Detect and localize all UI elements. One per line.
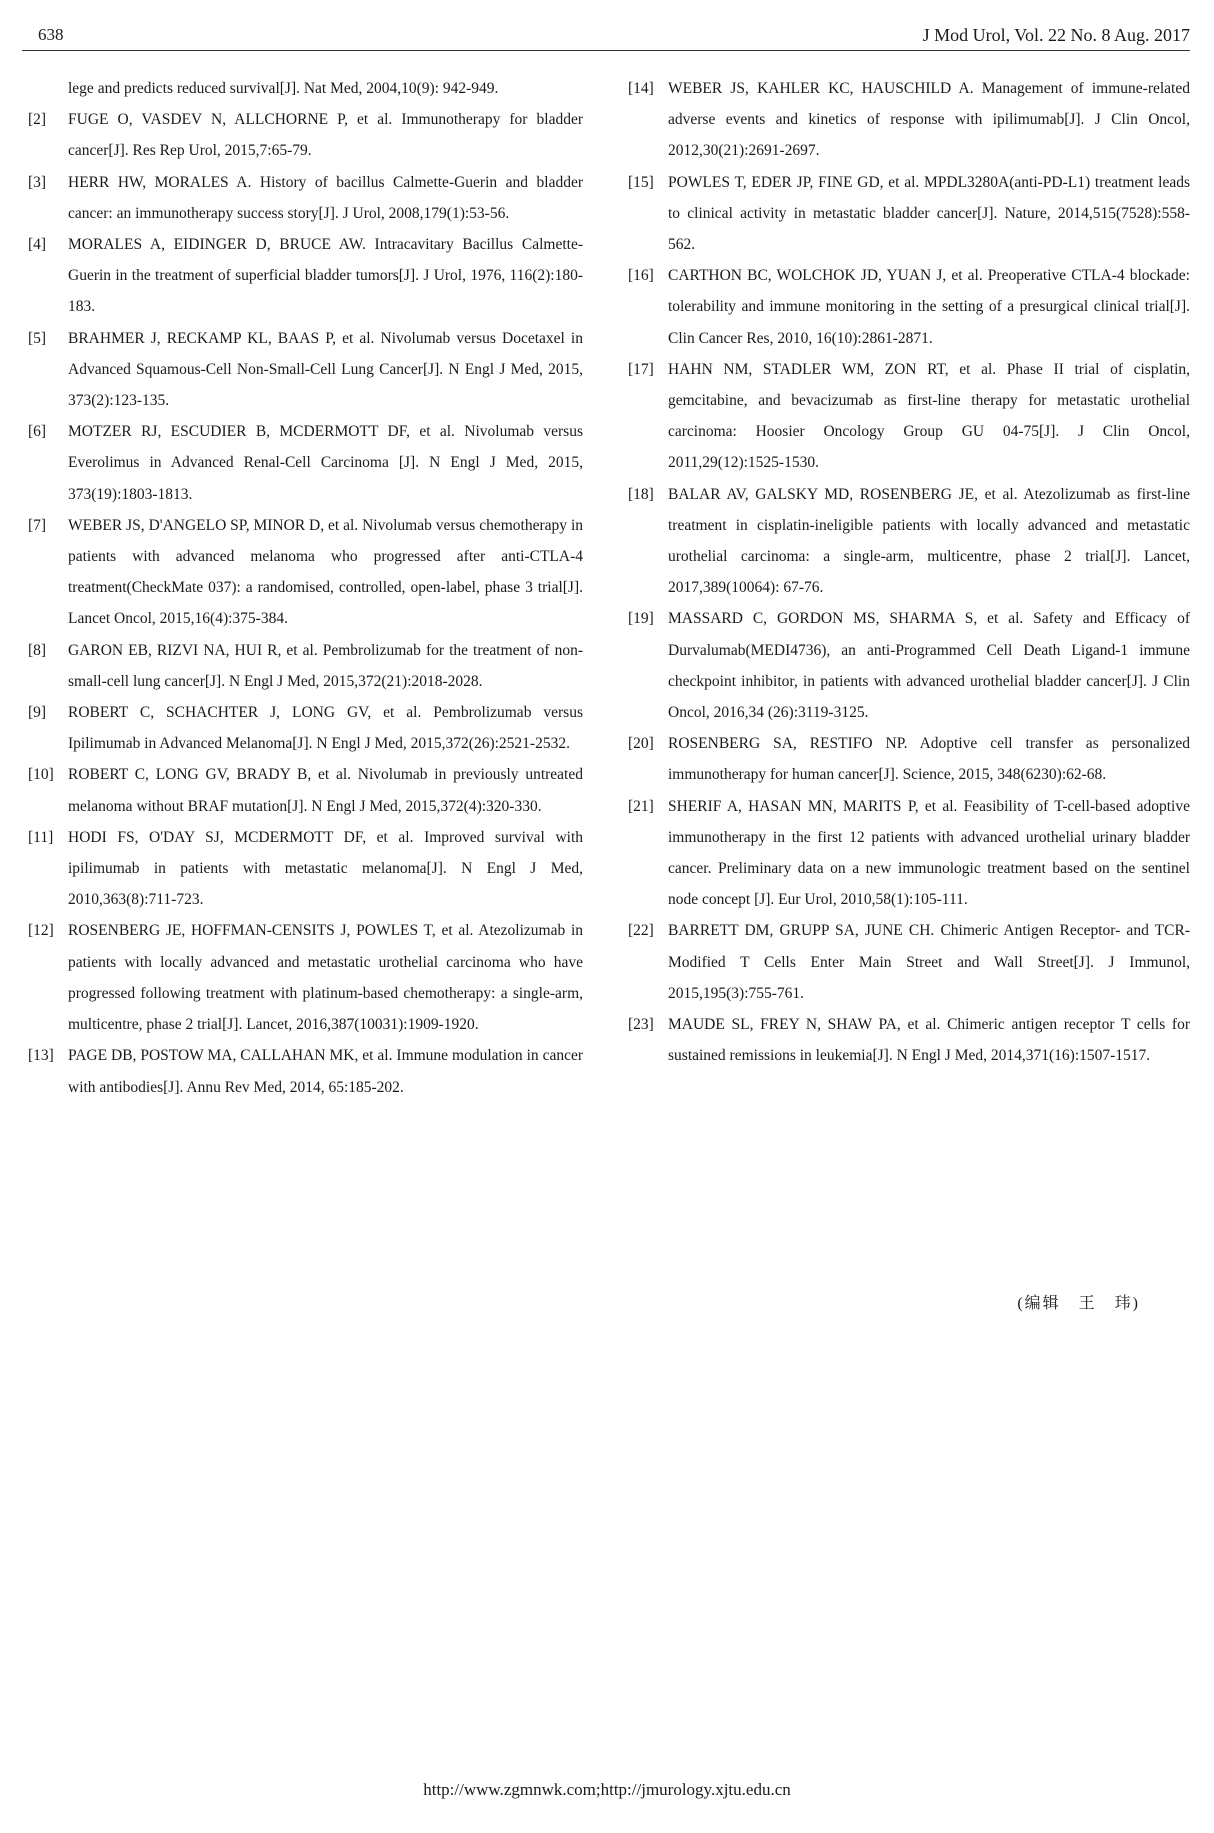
page-number: 638: [38, 25, 64, 44]
reference-text: PAGE DB, POSTOW MA, CALLAHAN MK, et al. Immune modulation in cancer with antibodies[J]. Annu Rev Med, 2014, 65:185-202.: [68, 1047, 583, 1096]
reference-item: [628, 1009, 1190, 1071]
reference-number: [14]: [628, 80, 654, 97]
reference-item: [28, 915, 583, 1040]
reference-text: WEBER JS, D'ANGELO SP, MINOR D, et al. Nivolumab versus chemotherapy in patients with advanced melanoma who progressed after anti-CTLA-4 treatment(CheckMate 037): a randomised, controlled, open-label, phase 3 trial[J]. Lancet Oncol, 2015,16(4):375-384.: [68, 516, 583, 628]
reference-item: [28, 510, 583, 635]
reference-number: [13]: [28, 1047, 54, 1065]
reference-number: [23]: [628, 1016, 654, 1034]
reference-item: [28, 323, 583, 417]
reference-item: [628, 167, 1190, 261]
page-header: [22, 20, 1190, 51]
reference-number: [17]: [628, 360, 654, 378]
reference-text: MORALES A, EIDINGER D, BRUCE AW. Intracavitary Bacillus Calmette-Guerin in the treatment of superficial bladder tumors[J]. J Urol, 1976, 116(2):180-183.: [68, 236, 583, 316]
reference-number: [3]: [28, 173, 47, 191]
left-column: [28, 73, 583, 1103]
right-column: [628, 73, 1190, 1072]
editor-note: (编辑 王 玮): [1017, 1295, 1140, 1312]
reference-item: [28, 759, 583, 821]
left-reference-list: [28, 104, 583, 1103]
reference-text: SHERIF A, HASAN MN, MARITS P, et al. Feasibility of T-cell-based adoptive immunotherapy in the first 12 patients with advanced urothelial urinary bladder cancer. Preliminary data on a new immunologic treatment based on the sentinel node concept [J]. Eur Urol, 2010,58(1):105-111.: [668, 797, 1190, 909]
reference-item: [628, 260, 1190, 354]
reference-item: [28, 1040, 583, 1102]
reference-text: CARTHON BC, WOLCHOK JD, YUAN J, et al. Preoperative CTLA-4 blockade: tolerability and immune monitoring in the setting of a presurgical clinical trial[J]. Clin Cancer Res, 2010, 16(10):2861-2871.: [668, 267, 1190, 347]
reference-item: [628, 915, 1190, 1009]
reference-number: [5]: [28, 329, 47, 347]
reference-text: ROBERT C, LONG GV, BRADY B, et al. Nivolumab in previously untreated melanoma without BRAF mutation[J]. N Engl J Med, 2015,372(4):320-330.: [68, 766, 583, 815]
reference-text: BRAHMER J, RECKAMP KL, BAAS P, et al. Nivolumab versus Docetaxel in Advanced Squamous-Cell Non-Small-Cell Lung Cancer[J]. N Engl J Med, 2015, 373(2):123-135.: [68, 329, 583, 410]
reference-item: [628, 728, 1190, 790]
reference-text: GARON EB, RIZVI NA, HUI R, et al. Pembrolizumab for the treatment of non-small-cell lung cancer[J]. N Engl J Med, 2015,372(21):2018-2028.: [68, 641, 583, 690]
reference-number: [11]: [28, 828, 54, 846]
reference-number: [9]: [28, 704, 47, 722]
reference-number: [20]: [628, 735, 654, 753]
reference-text: MOTZER RJ, ESCUDIER B, MCDERMOTT DF, et al. Nivolumab versus Everolimus in Advanced Renal-Cell Carcinoma [J]. N Engl J Med, 2015, 373(19):1803-1813.: [68, 423, 583, 503]
reference-text: WEBER JS, KAHLER KC, HAUSCHILD A. Management of immune-related adverse events and kinetics of response with ipilimumab[J]. J Clin Oncol, 2012,30(21):2691-2697.: [668, 80, 1190, 160]
reference-item: [628, 354, 1190, 479]
reference-continued: lege and predicts reduced survival[J]. Nat Med, 2004,10(9): 942-949.: [68, 80, 499, 97]
reference-text: HAHN NM, STADLER WM, ZON RT, et al. Phase II trial of cisplatin, gemcitabine, and bevacizumab as first-line therapy for metastatic urothelial carcinoma: Hoosier Oncology Group GU 04-75[J]. J Clin Oncol, 2011,29(12):1525-1530.: [668, 360, 1190, 472]
reference-item: [28, 697, 583, 759]
reference-number: [10]: [28, 766, 54, 784]
reference-item: [628, 791, 1190, 916]
reference-text: ROSENBERG JE, HOFFMAN-CENSITS J, POWLES T, et al. Atezolizumab in patients with locally advanced and metastatic urothelial carcinoma who have progressed following treatment with platinum-based chemotherapy: a single-arm, multicentre, phase 2 trial[J]. Lancet, 2016,387(10031):1909-1920.: [68, 922, 583, 1034]
reference-text: FUGE O, VASDEV N, ALLCHORNE P, et al. Immunotherapy for bladder cancer[J]. Res Rep Urol, 2015,7:65-79.: [68, 111, 583, 160]
reference-text: ROBERT C, SCHACHTER J, LONG GV, et al. Pembrolizumab versus Ipilimumab in Advanced Melanoma[J]. N Engl J Med, 2015,372(26):2521-2532.: [68, 704, 583, 753]
reference-number: [8]: [28, 641, 47, 659]
reference-item: [28, 167, 583, 229]
reference-number: [22]: [628, 922, 654, 940]
reference-number: [21]: [628, 797, 654, 815]
reference-item: [628, 603, 1190, 728]
reference-text: MASSARD C, GORDON MS, SHARMA S, et al. Safety and Efficacy of Durvalumab(MEDI4736), an anti-Programmed Cell Death Ligand-1 immune checkpoint inhibitor, in patients with advanced urothelial bladder cancer[J]. J Clin Oncol, 2016,34 (26):3119-3125.: [668, 610, 1190, 722]
reference-number: [15]: [628, 173, 654, 191]
reference-number: [6]: [28, 423, 47, 441]
journal-info: J Mod Urol, Vol. 22 No. 8 Aug. 2017: [922, 25, 1190, 45]
reference-number: [2]: [28, 111, 47, 129]
reference-text: BALAR AV, GALSKY MD, ROSENBERG JE, et al. Atezolizumab as first-line treatment in cisplatin-ineligible patients with locally advanced and metastatic urothelial carcinoma: a single-arm, multicentre, phase 2 trial[J]. Lancet, 2017,389(10064): 67-76.: [668, 485, 1190, 597]
reference-number: [7]: [28, 516, 47, 534]
reference-item: [28, 822, 583, 916]
reference-number: [19]: [628, 610, 654, 628]
footer-url: http://www.zgmnwk.com;http://jmurology.xjtu.edu.cn: [423, 1780, 791, 1799]
reference-item: [28, 104, 583, 166]
reference-item: [28, 416, 583, 510]
reference-item: [28, 229, 583, 323]
reference-number: [16]: [628, 267, 654, 285]
reference-number: [4]: [28, 236, 47, 254]
reference-item: [28, 635, 583, 697]
reference-text: MAUDE SL, FREY N, SHAW PA, et al. Chimeric antigen receptor T cells for sustained remissions in leukemia[J]. N Engl J Med, 2014,371(16):1507-1517.: [668, 1016, 1190, 1065]
reference-text: ROSENBERG SA, RESTIFO NP. Adoptive cell transfer as personalized immunotherapy for human cancer[J]. Science, 2015, 348(6230):62-68.: [668, 735, 1190, 784]
reference-text: POWLES T, EDER JP, FINE GD, et al. MPDL3280A(anti-PD-L1) treatment leads to clinical activity in metastatic bladder cancer[J]. Nature, 2014,515(7528):558-562.: [668, 173, 1190, 254]
reference-number: [12]: [28, 922, 54, 940]
right-reference-list: [628, 73, 1190, 1072]
reference-text: HERR HW, MORALES A. History of bacillus Calmette-Guerin and bladder cancer: an immunotherapy success story[J]. J Urol, 2008,179(1):53-56.: [68, 173, 583, 222]
reference-item: [628, 479, 1190, 604]
reference-item: [628, 73, 1190, 167]
reference-number: [18]: [628, 485, 654, 503]
reference-text: HODI FS, O'DAY SJ, MCDERMOTT DF, et al. Improved survival with ipilimumab in patients with metastatic melanoma[J]. N Engl J Med, 2010,363(8):711-723.: [68, 828, 583, 909]
reference-text: BARRETT DM, GRUPP SA, JUNE CH. Chimeric Antigen Receptor- and TCR-Modified T Cells Enter Main Street and Wall Street[J]. J Immunol, 2015,195(3):755-761.: [668, 922, 1190, 1002]
